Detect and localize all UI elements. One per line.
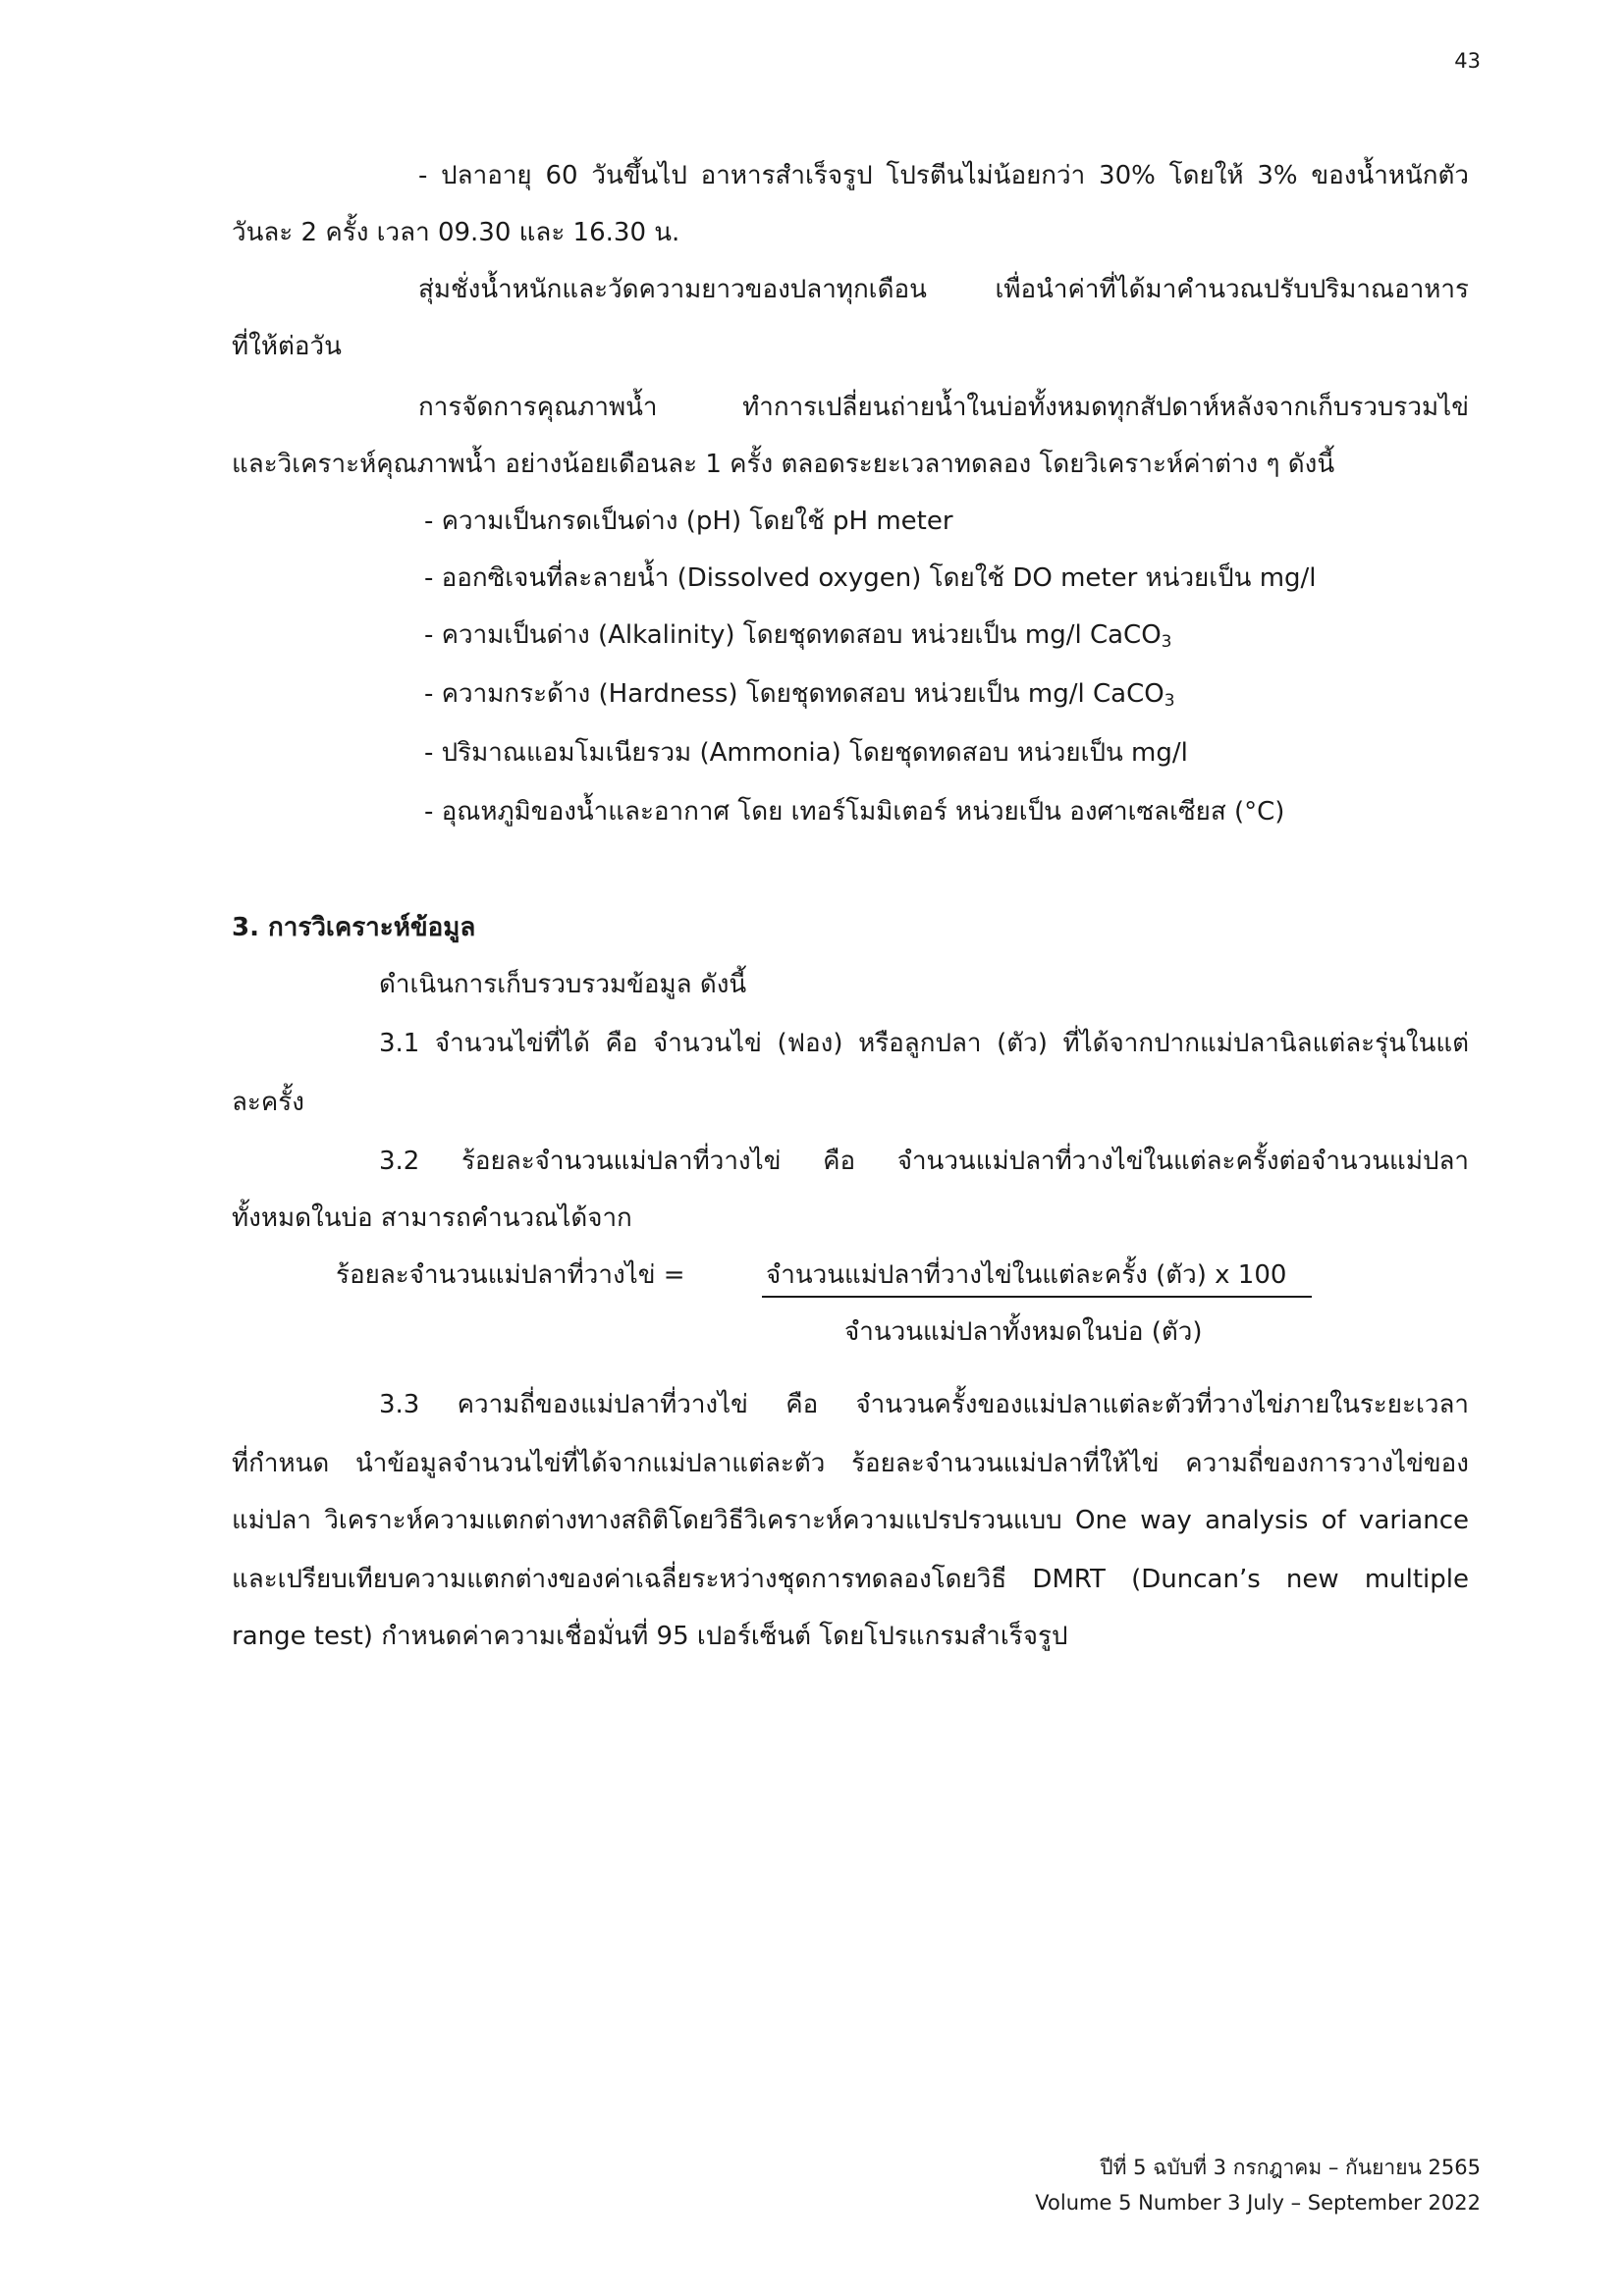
item33-line2: ที่กำหนด นำข้อมูลจำนวนไข่ที่ได้จากแม่ปลาแต่ละตัว ร้อยละจำนวนแม่ปลาที่ให้ไข่ ความถี่ของการวางไข่ของ bbox=[232, 1449, 1469, 1478]
item33-line5: range test) กำหนดค่าความเชื่อมั่นที่ 95 เปอร์เซ็นต์ โดยโปรแกรมสำเร็จรูป bbox=[232, 1622, 1068, 1651]
para1-line2: วันละ 2 ครั้ง เวลา 09.30 และ 16.30 น. bbox=[232, 218, 680, 247]
wq-alkalinity: - ความเป็นด่าง (Alkalinity) โดยชุดทดสอบ หน่วยเป็น mg/l CaCO$_3$ bbox=[424, 620, 1172, 652]
footer-thai: ปีที่ 5 ฉบับที่ 3 กรกฎาคม – กันยายน 2565 bbox=[1100, 2156, 1481, 2179]
item32-line1: 3.2 ร้อยละจำนวนแม่ปลาที่วางไข่ คือ จำนวนแม่ปลาที่วางไข่ในแต่ละครั้งต่อจำนวนแม่ปลา bbox=[379, 1147, 1469, 1176]
fraction-bar bbox=[762, 1296, 1312, 1298]
section3-heading: 3. การวิเคราะห์ข้อมูล bbox=[232, 913, 476, 942]
formula-denominator: จำนวนแม่ปลาทั้งหมดในบ่อ (ตัว) bbox=[844, 1317, 1203, 1347]
formula-numerator: จำนวนแม่ปลาที่วางไข่ในแต่ละครั้ง (ตัว) x 100 bbox=[766, 1260, 1287, 1290]
wq-hardness: - ความกระด้าง (Hardness) โดยชุดทดสอบ หน่วยเป็น mg/l CaCO$_3$ bbox=[424, 679, 1175, 711]
wq-do: - ออกซิเจนที่ละลายน้ำ (Dissolved oxygen) โดยใช้ DO meter หน่วยเป็น mg/l bbox=[424, 563, 1317, 593]
item31-line1: 3.1 จำนวนไข่ที่ได้ คือ จำนวนไข่ (ฟอง) หรือลูกปลา (ตัว) ที่ได้จากปากแม่ปลานิลแต่ละรุ่นในแต่ bbox=[379, 1029, 1469, 1058]
wq-ammonia: - ปริมาณแอมโมเนียรวม (Ammonia) โดยชุดทดสอบ หน่วยเป็น mg/l bbox=[424, 738, 1188, 768]
para3-line1: การจัดการคุณภาพน้ำ ทำการเปลี่ยนถ่ายน้ำในบ่อทั้งหมดทุกสัปดาห์หลังจากเก็บรวบรวมไข่ bbox=[418, 393, 1469, 422]
item32-line2: ทั้งหมดในบ่อ สามารถคำนวณได้จาก bbox=[232, 1203, 632, 1233]
para3-line2: และวิเคราะห์คุณภาพน้ำ อย่างน้อยเดือนละ 1 ครั้ง ตลอดระยะเวลาทดลอง โดยวิเคราะห์ค่าต่าง ๆ ดังนี้ bbox=[232, 450, 1335, 479]
page-number: 43 bbox=[1454, 49, 1481, 73]
item33-line4: และเปรียบเทียบความแตกต่างของค่าเฉลี่ยระหว่างชุดการทดลองโดยวิธี DMRT (Duncan’s new multiple bbox=[232, 1565, 1469, 1594]
wq-ph: - ความเป็นกรดเป็นด่าง (pH) โดยใช้ pH meter bbox=[424, 507, 953, 536]
footer-english: Volume 5 Number 3 July – September 2022 bbox=[1035, 2191, 1481, 2215]
para2-line1: สุ่มชั่งน้ำหนักและวัดความยาวของปลาทุกเดือน เพื่อนำค่าที่ได้มาคำนวณปรับปริมาณอาหาร bbox=[418, 275, 1469, 304]
section3-intro: ดำเนินการเก็บรวบรวมข้อมูล ดังนี้ bbox=[379, 970, 747, 999]
para2-line2: ที่ให้ต่อวัน bbox=[232, 332, 342, 361]
wq-temperature: - อุณหภูมิของน้ำและอากาศ โดย เทอร์โมมิเตอร์ หน่วยเป็น องศาเซลเซียส (°C) bbox=[424, 797, 1285, 827]
footer bbox=[1035, 2150, 1481, 2220]
para1-line1: - ปลาอายุ 60 วันขึ้นไป อาหารสำเร็จรูป โปรตีนไม่น้อยกว่า 30% โดยให้ 3% ของน้ำหนักตัว bbox=[418, 161, 1469, 190]
formula-label: ร้อยละจำนวนแม่ปลาที่วางไข่ = bbox=[336, 1260, 685, 1290]
item33-line1: 3.3 ความถี่ของแม่ปลาที่วางไข่ คือ จำนวนครั้งของแม่ปลาแต่ละตัวที่วางไข่ภายในระยะเวลา bbox=[379, 1390, 1469, 1419]
item31-line2: ละครั้ง bbox=[232, 1088, 304, 1117]
item33-line3: แม่ปลา วิเคราะห์ความแตกต่างทางสถิติโดยวิธีวิเคราะห์ความแปรปรวนแบบ One way analysis of variance bbox=[232, 1506, 1469, 1535]
